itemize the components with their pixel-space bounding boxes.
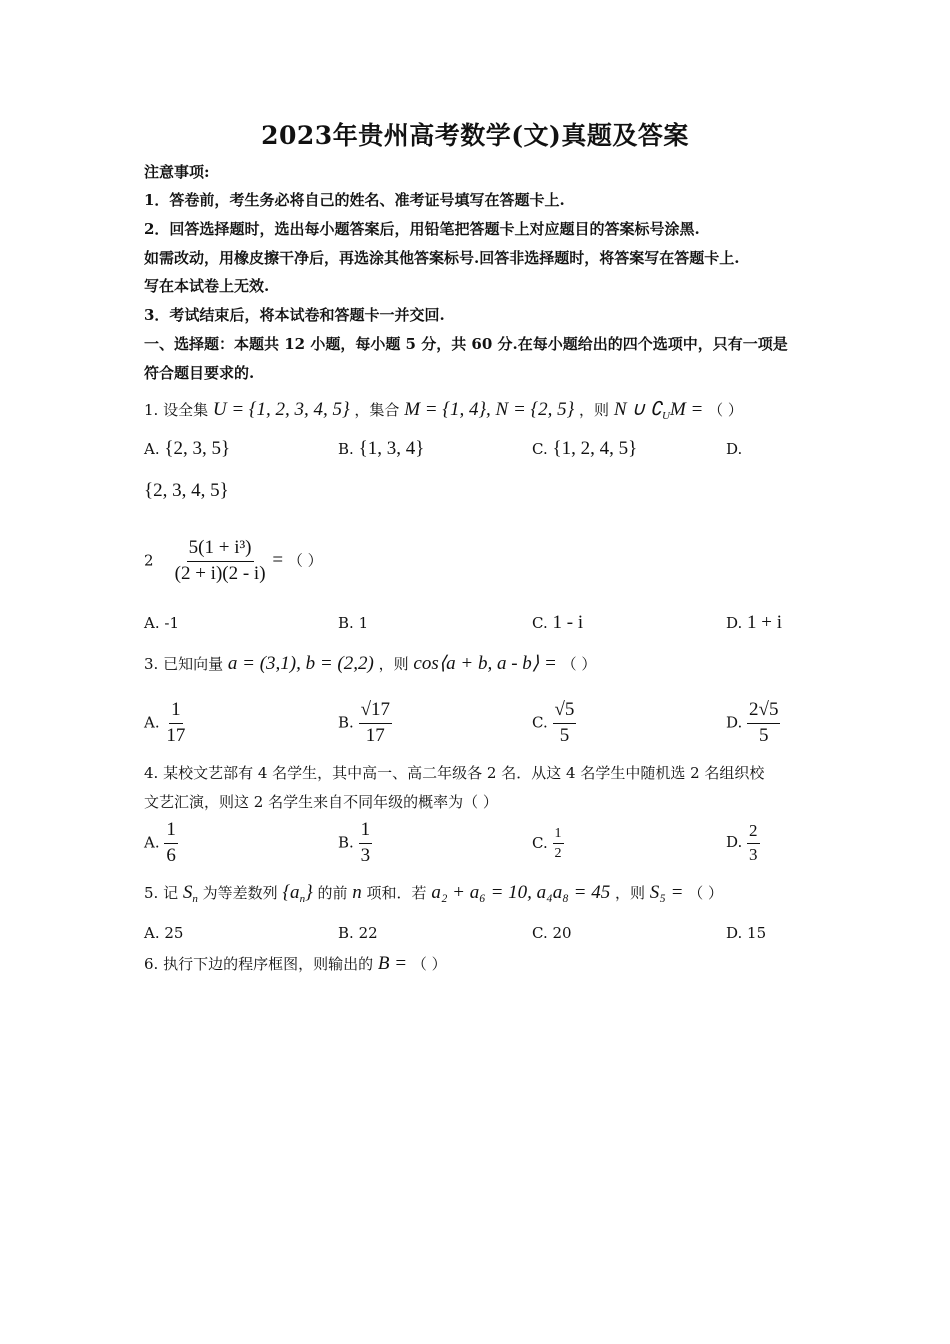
q1-blank: （ ） — [708, 401, 743, 419]
section-heading-cont: 符合题目要求的. — [144, 364, 255, 382]
notice-heading: 注意事项: — [144, 163, 210, 181]
notice-item-2-end: 写在本试卷上无效. — [144, 277, 270, 295]
q1-option-b[interactable]: B. {1, 3, 4} — [338, 438, 425, 459]
q1-prefix: 1. 设全集 — [144, 401, 209, 419]
q5-option-a[interactable]: A. 25 — [144, 924, 184, 942]
q5-then: ，则 — [615, 884, 646, 902]
q2-option-d[interactable]: D. 1 + i — [726, 612, 783, 633]
q5-mid1: 为等差数列 — [202, 884, 278, 902]
q3-vectors: a = (3,1), b = (2,2) — [227, 653, 374, 674]
q5-condition: a₂ + a₆ = 10, a₄a₈ = 45 — [431, 882, 611, 903]
q3-option-b[interactable]: B. $\frac{√17}{17}$ — [338, 699, 391, 746]
q6-prefix: 6. 执行下边的程序框图，则输出的 — [144, 955, 374, 973]
section-heading: 一、选择题：本题共 12 小题，每小题 5 分，共 60 分.在每小题给出的四个选项中，只有一项是 — [144, 335, 788, 353]
q2-fraction — [173, 538, 268, 585]
notice-item-1: 1．答卷前，考生务必将自己的姓名、准考证号填写在答题卡上. — [144, 191, 565, 209]
q5-option-d[interactable]: D. 15 — [726, 924, 767, 942]
notice-item-3: 3．考试结束后，将本试卷和答题卡一并交回. — [144, 306, 445, 324]
q2-number: 2 — [144, 551, 154, 570]
q5-s5: S₅ = — [649, 882, 684, 903]
question-4: 4. 某校文艺部有 4 名学生，其中高一、高二年级各 2 名．从这 4 名学生中随机选 2 名组织校 — [144, 764, 765, 782]
q3-option-c[interactable]: C. $\frac{√5}{5}$ — [532, 699, 575, 746]
q2-option-c[interactable]: C. 1 - i — [532, 612, 584, 633]
q3-option-a[interactable]: A. $\frac{1}{17}$ — [144, 699, 186, 746]
q3-blank: （ ） — [561, 655, 597, 673]
q4-option-c[interactable]: C. $\frac{1}{2}$ — [532, 826, 562, 862]
q2-denominator: (2 + i)(2 - i) — [174, 562, 266, 584]
q1-option-d-value[interactable]: {2, 3, 4, 5} — [144, 480, 229, 501]
q2-numerator: 5(1 + i³) — [187, 538, 254, 562]
q5-option-b[interactable]: B. 22 — [338, 924, 378, 942]
q2-blank: （ ） — [287, 551, 323, 570]
q1-sets: M = {1, 4}, N = {2, 5} — [404, 399, 575, 420]
q1-then: ，则 — [579, 401, 610, 419]
q5-prefix: 5. 记 — [144, 884, 179, 902]
q3-then: ，则 — [378, 655, 409, 673]
notice-item-2-cont: 如需改动，用橡皮擦干净后，再选涂其他答案标号.回答非选择题时，将答案写在答题卡上. — [144, 249, 740, 267]
q4-option-d[interactable]: D. $\frac{2}{3}$ — [726, 821, 758, 864]
q5-sn: $S_n$ — [182, 882, 198, 905]
page-title: 2023年贵州高考数学(文)真题及答案 — [261, 121, 689, 150]
q5-blank: （ ） — [688, 884, 724, 902]
q6-expression: B = — [377, 953, 408, 974]
q2-equals: = — [272, 549, 284, 571]
q5-n: n — [352, 882, 362, 903]
q6-blank: （ ） — [411, 955, 447, 973]
q1-option-d-label[interactable]: D. — [726, 440, 743, 458]
question-3 — [144, 652, 596, 675]
q1-expression: N ∪ $∁_UM$ = — [613, 399, 704, 422]
q5-mid3: 项和．若 — [366, 884, 427, 902]
q3-expression: cos⟨a + b, a - b⟩ = — [413, 653, 557, 674]
q4-option-a[interactable]: A. $\frac{1}{6}$ — [144, 819, 176, 866]
q5-option-c[interactable]: C. 20 — [532, 924, 572, 942]
question-6 — [144, 953, 447, 975]
q5-an: $\{a_n\}$ — [282, 882, 313, 905]
q3-prefix: 3. 已知向量 — [144, 655, 224, 673]
question-4-cont: 文艺汇演，则这 2 名学生来自不同年级的概率为（ ） — [144, 793, 498, 811]
q4-option-b[interactable]: B. $\frac{1}{3}$ — [338, 819, 371, 866]
q2-option-a[interactable]: A. -1 — [144, 614, 180, 632]
q5-mid2: 的前 — [317, 884, 348, 902]
question-5 — [144, 882, 723, 905]
q1-option-c[interactable]: C. {1, 2, 4, 5} — [532, 438, 638, 459]
q2-option-b[interactable]: B. 1 — [338, 614, 369, 632]
notice-item-2: 2．回答选择题时，选出每小题答案后，用铅笔把答题卡上对应题目的答案标号涂黑. — [144, 220, 700, 238]
question-1 — [144, 398, 743, 422]
q1-option-a[interactable]: A. {2, 3, 5} — [144, 438, 231, 459]
q1-universal-set: U = {1, 2, 3, 4, 5} — [212, 399, 350, 420]
q3-option-d[interactable]: D. $\frac{2√5}{5}$ — [726, 699, 779, 746]
q1-mid: ，集合 — [354, 401, 400, 419]
question-2 — [144, 538, 323, 585]
